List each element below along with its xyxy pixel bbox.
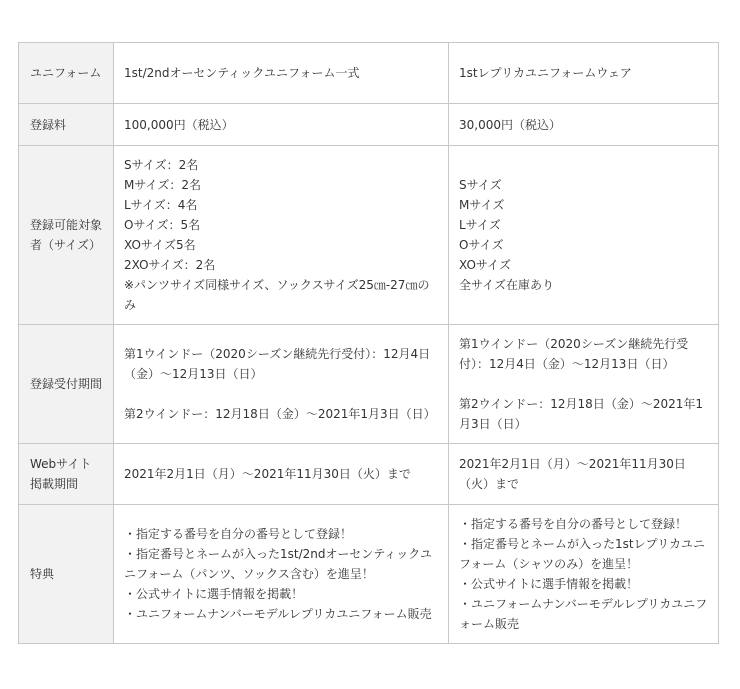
cell-line: 第2ウインドー：12月18日（金）〜2021年1月3日（日） — [124, 407, 436, 421]
replica-plan-fee — [449, 104, 719, 146]
replica-plan-benefits — [449, 505, 719, 644]
replica-plan-uniform — [449, 43, 719, 104]
cell-line: 1st/2ndオーセンティックユニフォーム一式 — [124, 66, 360, 80]
replica-plan-registration-period — [449, 325, 719, 444]
row-header-sizes: 登録可能対象者（サイズ） — [19, 146, 114, 325]
cell-line: Lサイズ：4名 — [124, 198, 198, 212]
table-row-web-listing-period — [19, 444, 719, 505]
cell-line: 1stレプリカユニフォームウェア — [459, 66, 632, 80]
row-header-benefits: 特典 — [19, 505, 114, 644]
cell-line: ・指定する番号を自分の番号として登録！ — [124, 527, 353, 541]
authentic-plan-sizes — [114, 146, 449, 325]
row-header-registration-period: 登録受付期間 — [19, 325, 114, 444]
cell-line: ・指定番号とネームが入った1st/2ndオーセンティックユニフォーム（パンツ、ソックス含む）を進呈！ — [124, 547, 433, 581]
cell-line: ※パンツサイズ同様サイズ、ソックスサイズ25㎝-27㎝のみ — [124, 278, 430, 312]
cell-line: ・ユニフォームナンバーモデルレプリカユニフォーム販売 — [124, 607, 432, 621]
authentic-plan-uniform — [114, 43, 449, 104]
replica-plan-web-listing-period — [449, 444, 719, 505]
table-row-sizes — [19, 146, 719, 325]
cell-line: Oサイズ：5名 — [124, 218, 201, 232]
cell-line: Mサイズ — [459, 198, 505, 212]
row-header-fee: 登録料 — [19, 104, 114, 146]
cell-line: 第1ウインドー（2020シーズン継続先行受付）：12月4日（金）〜12月13日（日） — [459, 337, 689, 371]
cell-line: 100,000円（税込） — [124, 117, 234, 132]
row-header-web-listing-period: Webサイト掲載期間 — [19, 444, 114, 505]
table-row-benefits — [19, 505, 719, 644]
cell-line: ・指定番号とネームが入った1stレプリカユニフォーム（シャツのみ）を進呈！ — [459, 537, 705, 571]
table-row-fee — [19, 104, 719, 146]
line-spacer — [459, 374, 708, 394]
authentic-plan-fee — [114, 104, 449, 146]
table-row-registration-period — [19, 325, 719, 444]
cell-line: 30,000円（税込） — [459, 117, 561, 132]
line-spacer — [124, 384, 438, 404]
cell-line: 第2ウインドー：12月18日（金）〜2021年1月3日（日） — [459, 397, 703, 431]
authentic-plan-benefits — [114, 505, 449, 644]
cell-line: 2021年2月1日（月）〜2021年11月30日（火）まで — [459, 457, 686, 491]
cell-line: 全サイズ在庫あり — [459, 278, 555, 292]
cell-line: ・ユニフォームナンバーモデルレプリカユニフォーム販売 — [459, 597, 708, 631]
cell-line: XOサイズ5名 — [124, 238, 196, 252]
cell-line: Mサイズ：2名 — [124, 178, 202, 192]
cell-line: Sサイズ：2名 — [124, 158, 199, 172]
uniform-registration-table — [18, 42, 719, 644]
registration-table-container — [18, 42, 718, 644]
cell-line: ・公式サイトに選手情報を掲載！ — [124, 587, 304, 601]
cell-line: ・指定する番号を自分の番号として登録！ — [459, 517, 688, 531]
row-header-uniform: ユニフォーム — [19, 43, 114, 104]
table-row-uniform — [19, 43, 719, 104]
cell-line: 2XOサイズ：2名 — [124, 258, 216, 272]
cell-line: Oサイズ — [459, 238, 504, 252]
cell-line: 第1ウインドー（2020シーズン継続先行受付）：12月4日（金）〜12月13日（日） — [124, 347, 431, 381]
cell-line: XOサイズ — [459, 258, 511, 272]
replica-plan-sizes — [449, 146, 719, 325]
cell-line: ・公式サイトに選手情報を掲載！ — [459, 577, 639, 591]
authentic-plan-web-listing-period — [114, 444, 449, 505]
cell-line: Lサイズ — [459, 218, 501, 232]
cell-line: Sサイズ — [459, 178, 502, 192]
authentic-plan-registration-period — [114, 325, 449, 444]
cell-line: 2021年2月1日（月）〜2021年11月30日（火）まで — [124, 467, 411, 481]
